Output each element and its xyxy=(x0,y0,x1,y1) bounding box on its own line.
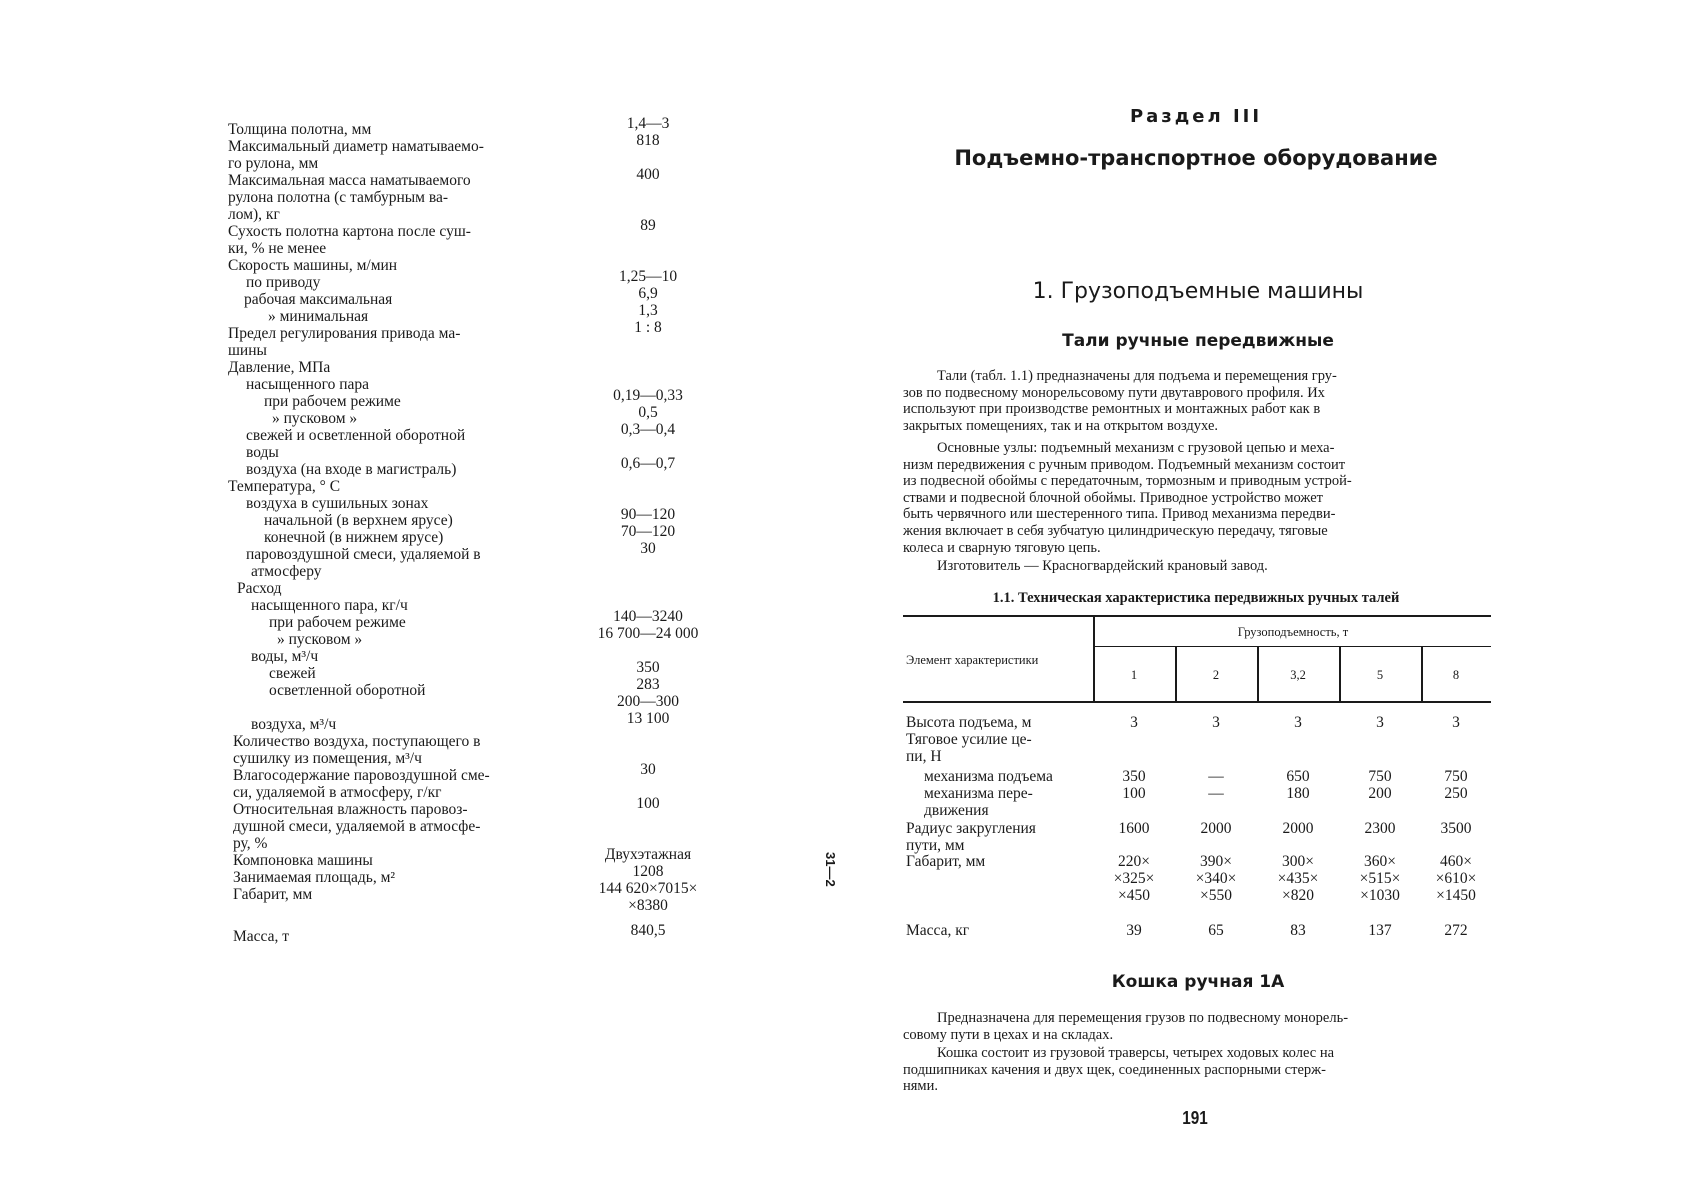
spec-row-label: рабочая максимальная xyxy=(244,291,393,308)
spec-row-label: воздуха (на входе в магистраль) xyxy=(246,461,457,478)
table-cell-value: 65 xyxy=(1208,922,1224,939)
spec-row-label: » пусковом » xyxy=(277,631,363,648)
table-cell-value: 3500 xyxy=(1440,820,1472,837)
spec-row-value: 200—300 xyxy=(617,693,679,710)
spec-row-value: ×8380 xyxy=(628,897,668,914)
paragraph-line: ствами и подвесной блочной обоймы. Приводное устройство может xyxy=(903,489,1323,506)
table-rule-top xyxy=(903,615,1491,617)
table-cell-value: 750 xyxy=(1368,768,1392,785)
paragraph-line: используют при производстве ремонтных и монтажных работ как в xyxy=(903,401,1321,418)
table-cell-value: 390× ×340× ×550 xyxy=(1195,853,1237,904)
table-cell-value: 2000 xyxy=(1282,820,1314,837)
table-cell-value: 200 xyxy=(1368,785,1392,802)
spec-row-label: Относительная влажность паровоз- xyxy=(233,801,468,818)
table-column-divider xyxy=(1257,646,1259,701)
table-cell-value: 3 xyxy=(1212,714,1220,731)
spec-row-label: ру, % xyxy=(233,835,268,852)
table-cell-value: 180 xyxy=(1286,785,1310,802)
spec-row-label: насыщенного пара, кг/ч xyxy=(251,597,408,614)
table-cell-value: 39 xyxy=(1126,922,1142,939)
table-cell-value: 2000 xyxy=(1200,820,1232,837)
table-cell-value: 83 xyxy=(1290,922,1306,939)
paragraph-line: зов по подвесному монорельсовому пути двутаврового профиля. Их xyxy=(903,384,1325,401)
spec-row-label: го рулона, мм xyxy=(228,155,319,172)
spec-row-label: свежей и осветленной оборотной xyxy=(246,427,466,444)
table-cell-value: 650 xyxy=(1286,768,1310,785)
spec-row-label: сушилку из помещения, м³/ч xyxy=(233,750,422,767)
spec-row-label: Компоновка машины xyxy=(233,852,373,869)
spec-row-label: начальной (в верхнем ярусе) xyxy=(264,512,453,529)
table-row-label: механизма пере- xyxy=(924,785,1033,802)
table-rule-header xyxy=(903,701,1491,703)
table-column-divider xyxy=(1339,646,1341,701)
table-cell-value: 250 xyxy=(1444,785,1468,802)
spec-row-label: осветленной оборотной xyxy=(269,682,426,699)
table-row-label: пути, мм xyxy=(906,837,965,854)
spec-row-value: 1,4—3 xyxy=(626,115,670,132)
paragraph-line: закрытых помещениях, так и на открытом воздухе. xyxy=(903,417,1219,434)
spec-row-label: Габарит, мм xyxy=(233,886,313,903)
table-row-label: механизма подъема xyxy=(924,768,1053,785)
table-row-label: пи, Н xyxy=(906,748,942,765)
spec-row-label: атмосферу xyxy=(251,563,322,580)
table-row-label: Высота подъема, м xyxy=(906,714,1032,731)
table-cell-value: 1600 xyxy=(1118,820,1150,837)
manufacturer-line: Изготовитель — Красногвардейский крановый завод. xyxy=(937,558,1268,574)
spec-row-label: Расход xyxy=(237,580,282,597)
subsection-title: Тали ручные передвижные xyxy=(1062,331,1334,351)
table-cell-value: 3 xyxy=(1294,714,1302,731)
table-column-divider xyxy=(1175,646,1177,701)
spec-row-label: Влагосодержание паровоздушной сме- xyxy=(233,767,490,784)
table-cell-value: 350 xyxy=(1122,768,1146,785)
spec-row-value: 89 xyxy=(640,217,656,234)
table-cell-value: 3 xyxy=(1452,714,1460,731)
spec-row-value: 70—120 xyxy=(620,523,676,540)
table-header-group: Грузоподъемность, т xyxy=(1237,625,1349,639)
spec-row-value: 1,25—10 xyxy=(618,268,678,285)
table-cell-value: 3 xyxy=(1376,714,1384,731)
spec-row-label: Скорость машины, м/мин xyxy=(228,257,398,274)
paragraph-line: нями. xyxy=(903,1078,938,1095)
section-title: Подъемно-транспортное оборудование xyxy=(954,146,1438,170)
spec-row-label: по приводу xyxy=(246,274,321,291)
table-cell-value: — xyxy=(1208,768,1224,785)
spec-row-value: 16 700—24 000 xyxy=(597,625,699,642)
spec-row-value: 818 xyxy=(636,132,660,149)
paragraph-line: совому пути в цехах и на складах. xyxy=(903,1026,1114,1043)
spec-row-label: лом), кг xyxy=(228,206,280,223)
table-cell-value: 100 xyxy=(1122,785,1146,802)
spec-row-label: при рабочем режиме xyxy=(264,393,401,410)
table-cell-value: 750 xyxy=(1444,768,1468,785)
spec-row-label: Количество воздуха, поступающего в xyxy=(233,733,481,750)
paragraph-line: Кошка состоит из грузовой траверсы, четырех ходовых колес на xyxy=(937,1045,1335,1061)
spec-row-label: Масса, т xyxy=(233,928,290,945)
spec-row-value: 0,3—0,4 xyxy=(620,421,676,438)
paragraph-line: колеса и сварную тяговую цепь. xyxy=(903,539,1101,556)
table-header-capacity: 1 xyxy=(1130,668,1138,682)
paragraph-line: жения включает в себя зубчатую цилиндрическую передачу, тяговые xyxy=(903,522,1328,539)
chapter-title: 1. Грузоподъемные машины xyxy=(1032,279,1364,304)
spec-row-value: 0,5 xyxy=(638,404,658,421)
table-cell-value: 3 xyxy=(1130,714,1138,731)
spec-row-value: 1208 xyxy=(632,863,664,880)
paragraph-cat-purpose xyxy=(903,1010,1493,1043)
table-title: 1.1. Техническая характеристика передвижных ручных талей xyxy=(992,590,1400,606)
spec-row-value: 0,6—0,7 xyxy=(620,455,676,472)
spec-row-label: » минимальная xyxy=(268,308,369,325)
table-cell-value: 460× ×610× ×1450 xyxy=(1435,853,1477,904)
spec-row-label: конечной (в нижнем ярусе) xyxy=(264,529,444,546)
table-header-capacity: 8 xyxy=(1452,668,1460,682)
spec-row-label: шины xyxy=(228,342,267,359)
spec-row-label: Максимальная масса наматываемого xyxy=(228,172,471,189)
table-cell-value: 300× ×435× ×820 xyxy=(1277,853,1319,904)
paragraph-line: быть червячного или шестеренного типа. Привод механизма передви- xyxy=(903,506,1336,523)
paragraph-manufacturer xyxy=(903,558,1493,575)
table-cell-value: 272 xyxy=(1444,922,1468,939)
table-row-label: Тяговое усилие це- xyxy=(906,731,1032,748)
paragraph-line: Основные узлы: подъемный механизм с грузовой цепью и меха- xyxy=(937,440,1335,456)
spec-row-label: паровоздушной смеси, удаляемой в xyxy=(246,546,481,563)
table-header-capacity: 2 xyxy=(1212,668,1220,682)
table-header-capacity: 3,2 xyxy=(1290,668,1306,682)
spec-row-label: свежей xyxy=(269,665,316,682)
spec-row-label: душной смеси, удаляемой в атмосфе- xyxy=(233,818,481,835)
spec-row-value: 13 100 xyxy=(626,710,670,727)
paragraph-line: Предназначена для перемещения грузов по подвесному монорель- xyxy=(937,1010,1349,1026)
left-page xyxy=(0,0,780,1191)
table-row-label: движения xyxy=(924,802,989,819)
section-label: Раздел III xyxy=(1129,106,1263,127)
spec-row-label: при рабочем режиме xyxy=(269,614,406,631)
spec-row-label: Толщина полотна, мм xyxy=(228,121,372,138)
spec-row-label: воздуха, м³/ч xyxy=(251,716,337,733)
spec-row-value: 350 xyxy=(636,659,660,676)
spec-row-value: 840,5 xyxy=(630,922,666,939)
spec-row-label: Занимаемая площадь, м² xyxy=(233,869,396,886)
table-column-divider xyxy=(1093,615,1095,701)
spec-row-label: Максимальный диаметр наматываемо- xyxy=(228,138,484,155)
spec-row-label: Сухость полотна картона после суш- xyxy=(228,223,471,240)
table-cell-value: 137 xyxy=(1368,922,1392,939)
spec-row-value: 90—120 xyxy=(620,506,676,523)
paragraph-cat-design xyxy=(903,1045,1493,1095)
spec-row-label: ки, % не менее xyxy=(228,240,327,257)
spine-mark: 31—2 xyxy=(823,852,838,887)
paragraph-components xyxy=(903,440,1493,556)
paragraph-intro xyxy=(903,368,1493,434)
spec-row-value: 400 xyxy=(636,166,660,183)
spec-row-label: рулона полотна (с тамбурным ва- xyxy=(228,189,449,206)
spec-row-value: 1 : 8 xyxy=(634,319,662,336)
table-cell-value: — xyxy=(1208,785,1224,802)
table-cell-value: 2300 xyxy=(1364,820,1396,837)
spec-row-value: Двухэтажная xyxy=(604,846,692,863)
table-row-label: Масса, кг xyxy=(906,922,970,939)
table-row-label: Габарит, мм xyxy=(906,853,986,870)
table-rule-group xyxy=(1093,646,1491,647)
paragraph-line: подшипниках качения и двух щек, соединенных распорными стерж- xyxy=(903,1061,1326,1078)
spec-row-label: Давление, МПа xyxy=(228,359,331,376)
table-header-capacity: 5 xyxy=(1376,668,1384,682)
spec-row-label: Температура, ° С xyxy=(228,478,341,495)
spec-row-value: 30 xyxy=(640,761,656,778)
table-header-element: Элемент характеристики xyxy=(906,653,1039,667)
subsection-title-2: Кошка ручная 1А xyxy=(1111,972,1285,992)
spec-row-label: си, удаляемой в атмосферу, г/кг xyxy=(233,784,442,801)
paragraph-line: из подвесной обоймы с передаточным, тормозным и приводным устрой- xyxy=(903,473,1352,490)
spec-row-label: Предел регулирования привода ма- xyxy=(228,325,461,342)
spec-row-value: 144 620×7015× xyxy=(598,880,698,897)
paragraph-line: низм передвижения с ручным приводом. Подъемный механизм состоит xyxy=(903,456,1346,473)
spec-row-label: воды, м³/ч xyxy=(251,648,319,665)
page-number: 191 xyxy=(1182,1108,1208,1128)
table-cell-value: 220× ×325× ×450 xyxy=(1113,853,1155,904)
table-row-label: Радиус закругления xyxy=(906,820,1036,837)
spec-row-value: 283 xyxy=(636,676,660,693)
spec-table xyxy=(903,615,1491,945)
table-column-divider xyxy=(1421,646,1423,701)
spec-row-value: 30 xyxy=(640,540,656,557)
paragraph-line: Тали (табл. 1.1) предназначены для подъема и перемещения гру- xyxy=(937,368,1337,384)
spec-row-value: 100 xyxy=(636,795,660,812)
table-cell-value: 360× ×515× ×1030 xyxy=(1359,853,1401,904)
spec-row-value: 1,3 xyxy=(638,302,658,319)
spec-row-label: воды xyxy=(246,444,279,461)
spec-row-label: » пусковом » xyxy=(272,410,358,427)
spec-row-value: 6,9 xyxy=(638,285,658,302)
spec-row-label: воздуха в сушильных зонах xyxy=(246,495,429,512)
spec-row-value: 140—3240 xyxy=(613,608,683,625)
spec-row-value: 0,19—0,33 xyxy=(613,387,683,404)
spec-row-label: насыщенного пара xyxy=(246,376,370,393)
